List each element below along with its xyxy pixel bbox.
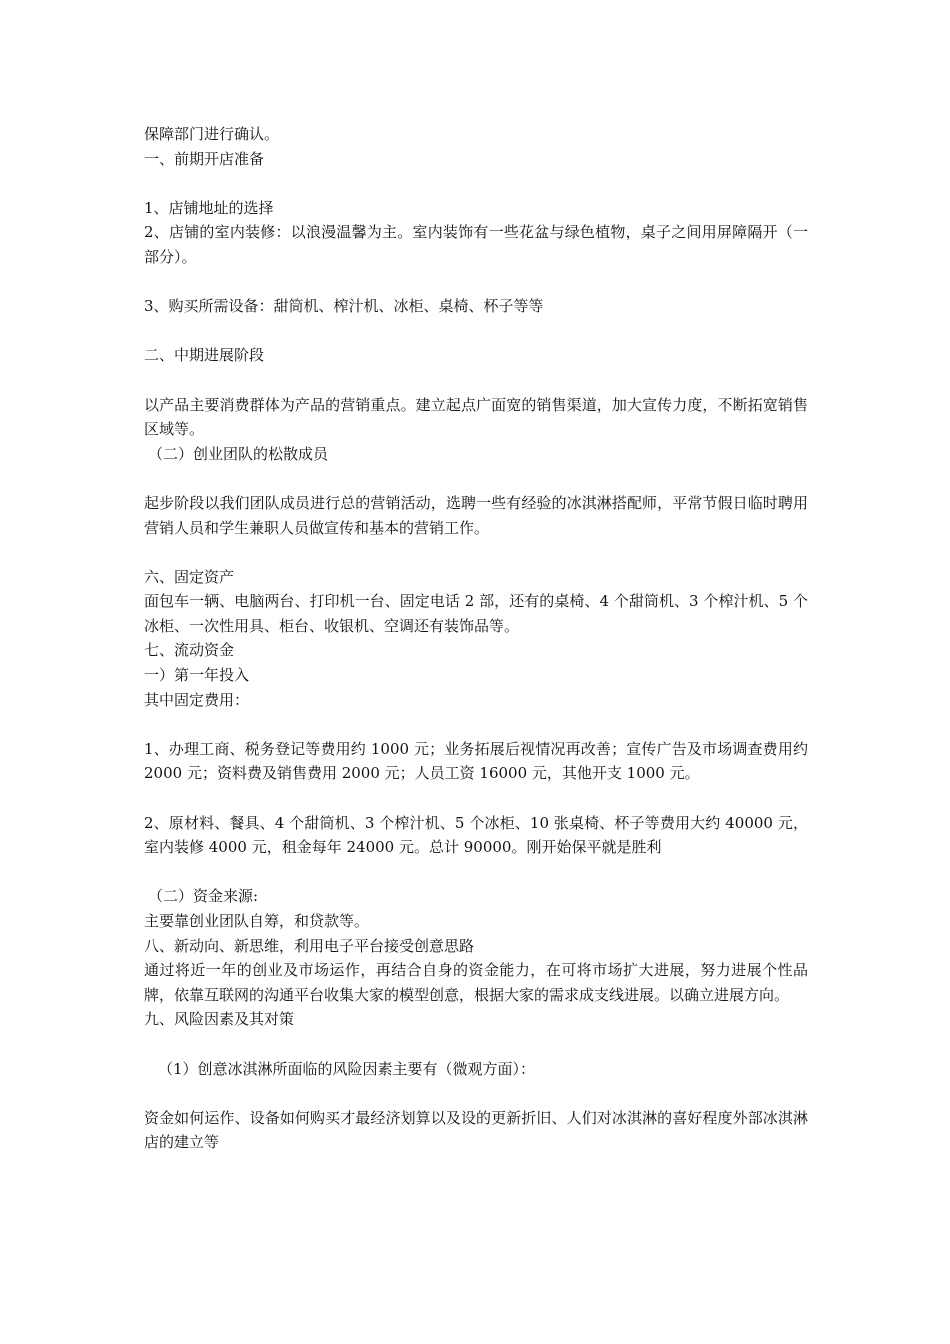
blank-line — [144, 466, 808, 491]
blank-line — [144, 368, 808, 393]
list-item: 2、原材料、餐具、4 个甜筒机、3 个榨汁机、5 个冰柜、10 张桌椅、杯子等费用大约 40000 元，室内装修 4000 元，租金每年 24000 元。总计 90000。刚开始保平就是胜利 — [144, 813, 808, 857]
subsection-heading: （二）创业团队的松散成员 — [148, 444, 329, 463]
blank-line — [144, 712, 808, 737]
paragraph: 通过将近一年的创业及市场运作，再结合自身的资金能力，在可将市场扩大进展，努力进展个性品牌，依靠互联网的沟通平台收集大家的模型创意，根据大家的需求成支线进展。以确立进展方向。 — [144, 961, 808, 1004]
section-heading: 二、中期进展阶段 — [144, 346, 265, 365]
paragraph: 资金如何运作、设备如何购买才最经济划算以及设的更新折旧、人们对冰淇淋的喜好程度外部冰淇淋店的建立等 — [144, 1108, 808, 1152]
paragraph: 其中固定费用： — [144, 690, 250, 709]
blank-line — [144, 319, 808, 344]
document-body — [144, 122, 813, 1155]
list-item: 1、店铺地址的选择 — [144, 198, 274, 217]
paragraph: 主要靠创业团队自筹，和贷款等。 — [144, 912, 370, 930]
paragraph: 面包车一辆、电脑两台、打印机一台、固定电话 2 部，还有的桌椅、4 个甜筒机、3 个榨汁机、5 个冰柜、一次性用具、柜台、收银机、空调还有装饰品等。 — [144, 592, 808, 635]
section-heading: 七、流动资金 — [144, 641, 235, 660]
blank-line — [144, 860, 808, 885]
section-heading: 六、固定资产 — [144, 567, 235, 586]
blank-line — [144, 270, 808, 295]
paragraph: 以产品主要消费群体为产品的营销重点。建立起点广面宽的销售渠道，加大宣传力度，不断拓宽销售区域等。 — [144, 395, 808, 439]
paragraph: 起步阶段以我们团队成员进行总的营销活动，选聘一些有经验的冰淇淋搭配师，平常节假日临时聘用营销人员和学生兼职人员做宣传和基本的营销工作。 — [144, 493, 808, 537]
blank-line — [144, 540, 808, 565]
section-heading: 九、风险因素及其对策 — [144, 1010, 295, 1029]
subsection-heading: （二）资金来源: — [148, 887, 259, 906]
list-item: 2、店铺的室内装修：以浪漫温馨为主。室内装饰有一些花盆与绿色植物，桌子之间用屏障隔开（一部分）。 — [144, 223, 808, 266]
subsection-heading: （1）创意冰淇淋所面临的风险因素主要有（微观方面）： — [158, 1059, 536, 1078]
subsection-heading: 一）第一年投入 — [144, 666, 250, 685]
section-heading: 八、新动向、新思维，利用电子平台接受创意思路 — [144, 936, 475, 955]
list-item: 1、办理工商、税务登记等费用约 1000 元；业务拓展后视情况再改善；宣传广告及市场调查费用约 2000 元；资料费及销售费用 2000 元；人员工资 16000 元，其他开支 1000 元。 — [144, 739, 813, 783]
paragraph: 保障部门进行确认。 — [144, 125, 280, 143]
blank-line — [144, 171, 808, 196]
list-item: 3、购买所需设备：甜筒机、榨汁机、冰柜、桌椅、杯子等等 — [144, 297, 544, 316]
section-heading: 一、前期开店准备 — [144, 149, 265, 168]
blank-line — [144, 786, 808, 811]
blank-line — [144, 1081, 808, 1106]
blank-line — [144, 1032, 808, 1057]
